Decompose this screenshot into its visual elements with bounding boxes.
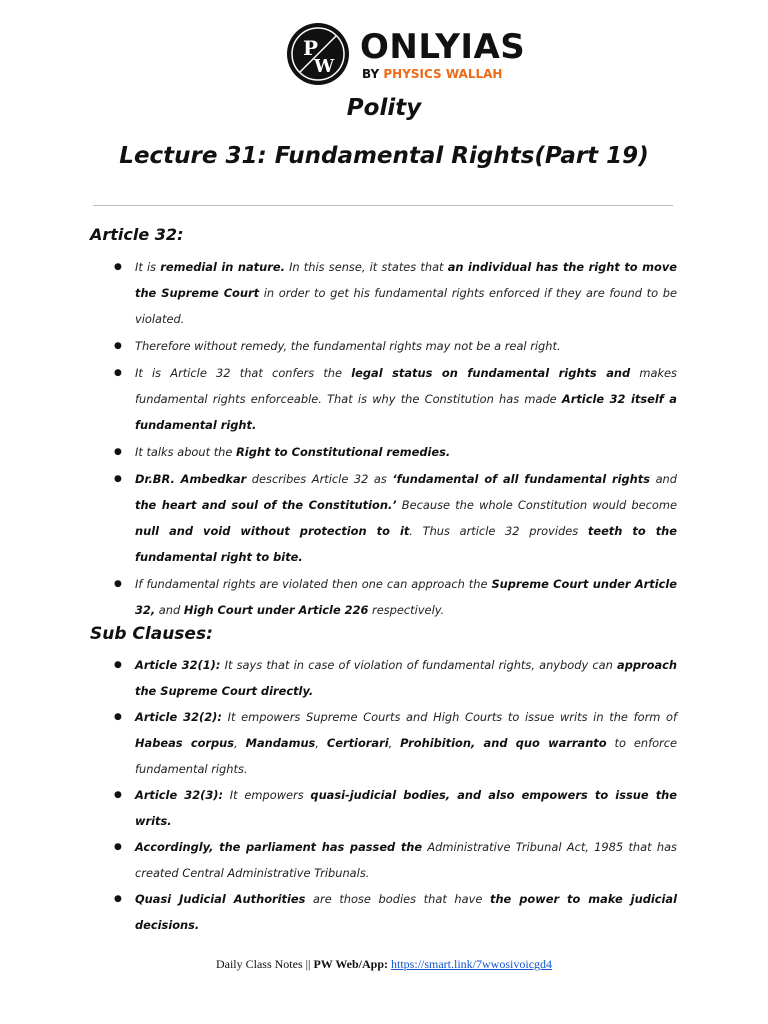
list-item: [135, 360, 677, 438]
bold-text: High Court under Article 226: [183, 603, 369, 617]
footer-app-label: PW Web/App:: [313, 957, 389, 971]
text-run: If fundamental rights are violated then one can approach the: [135, 577, 492, 591]
list-item: [135, 254, 677, 332]
bold-text: ‘fundamental of all fundamental rights: [392, 472, 651, 486]
page-footer: [0, 957, 768, 972]
list-item: [135, 652, 677, 704]
bold-text: null and void without protection to it: [135, 524, 410, 538]
bold-text: legal status on fundamental rights and: [351, 366, 631, 380]
text-run: It empowers Supreme Courts and High Courts to issue writs in the form of: [221, 710, 678, 724]
text-run: . Thus article 32 provides: [409, 524, 588, 538]
brand-by: BY: [362, 67, 380, 81]
text-run: and: [650, 472, 678, 486]
brand-subtitle: [362, 67, 502, 81]
bold-text: remedial in nature.: [160, 260, 285, 274]
text-run: respectively.: [368, 603, 445, 617]
bold-text: Certiorari: [326, 736, 389, 750]
list-item: [135, 466, 677, 570]
section-heading-article-32: Article 32:: [90, 225, 184, 244]
bold-text: Article 32(1):: [135, 658, 221, 672]
bold-text: Mandamus: [245, 736, 316, 750]
text-run: and: [155, 603, 184, 617]
bold-text: Right to Constitutional remedies.: [236, 445, 451, 459]
text-run: Therefore without remedy, the fundamental rights may not be a real right.: [135, 339, 561, 353]
bold-text: Article 32 itself a fundamental right.: [135, 392, 677, 432]
text-run: ,: [315, 736, 327, 750]
bold-text: approach the Supreme Court directly.: [135, 658, 677, 698]
page-header: [0, 20, 768, 90]
text-run: It is Article 32 that confers the: [135, 366, 352, 380]
logo-initial-w: W: [314, 56, 335, 77]
bold-text: Article 32(2):: [135, 710, 222, 724]
bold-text: Article 32(3):: [135, 788, 224, 802]
text-run: It talks about the: [135, 445, 237, 459]
brand-name: ONLYIAS: [360, 27, 526, 67]
list-item: [135, 333, 677, 359]
bold-text: Dr.BR. Ambedkar: [135, 472, 247, 486]
list-item: [135, 704, 677, 782]
text-run: Administrative Tribunal Act, 1985 that has created Central Administrative Tribunals.: [135, 840, 677, 880]
bold-text: an individual has the right to move the Supreme Court: [135, 260, 677, 300]
bold-text: quasi-judicial bodies, and also empowers to issue the writs.: [135, 788, 677, 828]
list-item: [135, 834, 677, 886]
brand-company: PHYSICS WALLAH: [383, 67, 503, 81]
text-run: are those bodies that have: [305, 892, 490, 906]
text-run: ,: [388, 736, 401, 750]
section-heading-sub-clauses: Sub Clauses:: [90, 624, 213, 644]
text-run: Because the whole Constitution would become: [396, 498, 677, 512]
subject-title: Polity: [346, 95, 422, 121]
footer-prefix: Daily Class Notes ||: [215, 957, 314, 971]
text-run: In this sense, it states that: [284, 260, 448, 274]
bold-text: Accordingly, the parliament has passed the: [135, 840, 423, 854]
text-run: makes fundamental rights enforceable. That is why the Constitution has made: [135, 366, 677, 406]
list-item: [135, 571, 677, 623]
bold-text: the power to make judicial decisions.: [135, 892, 677, 932]
bold-text: Quasi Judicial Authorities: [135, 892, 306, 906]
footer-link[interactable]: https://smart.link/7wwosivoicgd4: [391, 957, 553, 971]
list-item: [135, 886, 677, 938]
text-run: describes Article 32 as: [246, 472, 393, 486]
divider: [93, 205, 673, 206]
pw-logo-icon: [286, 22, 350, 86]
bold-text: teeth to the fundamental right to bite.: [135, 524, 677, 564]
lecture-title: Lecture 31: Fundamental Rights(Part 19): [119, 143, 649, 169]
logo-initial-p: P: [303, 36, 319, 60]
bold-text: Supreme Court under Article 32,: [135, 577, 677, 617]
text-run: ,: [234, 736, 246, 750]
list-item: [135, 782, 677, 834]
text-run: It is: [135, 260, 161, 274]
list-item: [135, 439, 677, 465]
bold-text: Prohibition, and quo warranto: [400, 736, 607, 750]
bold-text: the heart and soul of the Constitution.’: [135, 498, 397, 512]
sub-clauses-bullet-list: [135, 652, 677, 938]
text-run: to enforce fundamental rights.: [135, 736, 678, 776]
article-32-bullet-list: [135, 254, 677, 624]
bold-text: Habeas corpus: [135, 736, 235, 750]
text-run: It says that in case of violation of fundamental rights, anybody can: [220, 658, 618, 672]
text-run: It empowers: [223, 788, 311, 802]
text-run: in order to get his fundamental rights enforced if they are found to be violated.: [135, 286, 677, 326]
